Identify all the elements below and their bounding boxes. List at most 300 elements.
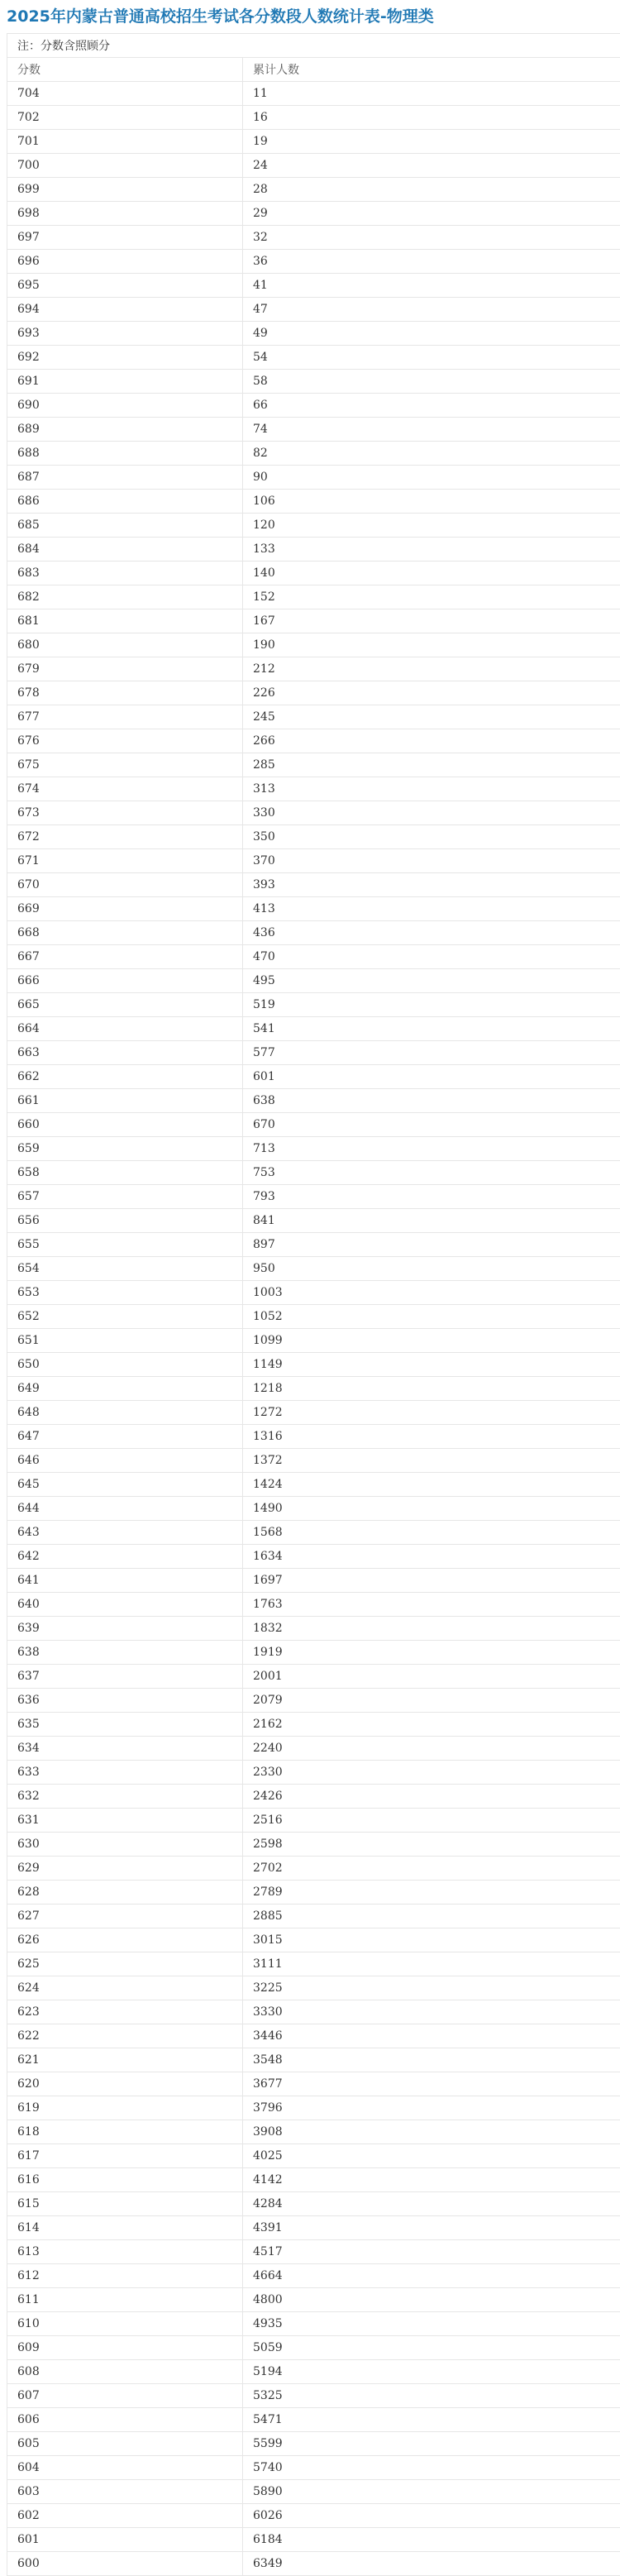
- table-row: [7, 1881, 620, 1905]
- score-cell: 629: [7, 1857, 243, 1881]
- table-row: [7, 2048, 620, 2072]
- cumulative-count-cell: 330: [243, 801, 620, 825]
- score-cell: 655: [7, 1233, 243, 1257]
- table-row: [7, 825, 620, 849]
- table-row: [7, 633, 620, 657]
- score-cell: 697: [7, 226, 243, 250]
- score-cell: 639: [7, 1617, 243, 1641]
- cumulative-count-cell: 3548: [243, 2048, 620, 2072]
- page-title: 2025年内蒙古普通高校招生考试各分数段人数统计表-物理类: [0, 0, 620, 33]
- score-cell: 696: [7, 250, 243, 274]
- score-cell: 702: [7, 106, 243, 130]
- score-cell: 611: [7, 2288, 243, 2312]
- cumulative-count-cell: 47: [243, 298, 620, 322]
- cumulative-count-cell: 897: [243, 1233, 620, 1257]
- cumulative-count-cell: 393: [243, 873, 620, 897]
- table-row: [7, 1809, 620, 1833]
- cumulative-count-cell: 226: [243, 681, 620, 705]
- cumulative-count-cell: 6349: [243, 2552, 620, 2576]
- score-cell: 640: [7, 1593, 243, 1617]
- cumulative-count-cell: 753: [243, 1161, 620, 1185]
- cumulative-count-cell: 2516: [243, 1809, 620, 1833]
- score-cell: 694: [7, 298, 243, 322]
- score-cell: 617: [7, 2144, 243, 2168]
- cumulative-count-cell: 1832: [243, 1617, 620, 1641]
- score-cell: 603: [7, 2480, 243, 2504]
- score-cell: 619: [7, 2096, 243, 2120]
- cumulative-count-cell: 28: [243, 178, 620, 202]
- table-row: [7, 202, 620, 226]
- table-row: [7, 106, 620, 130]
- score-table: [7, 33, 620, 2576]
- cumulative-count-cell: 5599: [243, 2432, 620, 2456]
- cumulative-count-cell: 950: [243, 1257, 620, 1281]
- score-cell: 623: [7, 2000, 243, 2024]
- score-cell: 686: [7, 490, 243, 514]
- table-row: [7, 1281, 620, 1305]
- table-row: [7, 1353, 620, 1377]
- table-row: [7, 1161, 620, 1185]
- cumulative-count-cell: 41: [243, 274, 620, 298]
- cumulative-count-cell: 2001: [243, 1665, 620, 1689]
- cumulative-count-cell: 3446: [243, 2024, 620, 2048]
- cumulative-count-cell: 54: [243, 346, 620, 370]
- score-cell: 625: [7, 1952, 243, 1976]
- score-cell: 657: [7, 1185, 243, 1209]
- cumulative-count-cell: 82: [243, 442, 620, 466]
- table-row: [7, 2264, 620, 2288]
- table-row: [7, 442, 620, 466]
- score-cell: 683: [7, 562, 243, 585]
- score-cell: 691: [7, 370, 243, 394]
- cumulative-count-cell: 5059: [243, 2336, 620, 2360]
- cumulative-count-cell: 793: [243, 1185, 620, 1209]
- cumulative-count-cell: 1490: [243, 1497, 620, 1521]
- table-row: [7, 2552, 620, 2576]
- table-row: [7, 1857, 620, 1881]
- cumulative-count-cell: 1568: [243, 1521, 620, 1545]
- cumulative-count-cell: 436: [243, 921, 620, 945]
- score-cell: 685: [7, 514, 243, 538]
- table-row: [7, 2000, 620, 2024]
- score-cell: 609: [7, 2336, 243, 2360]
- score-cell: 678: [7, 681, 243, 705]
- table-row: [7, 2312, 620, 2336]
- cumulative-count-cell: 5471: [243, 2408, 620, 2432]
- score-cell: 626: [7, 1928, 243, 1952]
- score-cell: 659: [7, 1137, 243, 1161]
- cumulative-count-cell: 2598: [243, 1833, 620, 1857]
- score-cell: 695: [7, 274, 243, 298]
- score-cell: 621: [7, 2048, 243, 2072]
- score-cell: 677: [7, 705, 243, 729]
- cumulative-count-cell: 4025: [243, 2144, 620, 2168]
- table-row: [7, 777, 620, 801]
- score-cell: 632: [7, 1785, 243, 1809]
- score-cell: 672: [7, 825, 243, 849]
- table-row: [7, 490, 620, 514]
- score-cell: 643: [7, 1521, 243, 1545]
- table-row: [7, 1209, 620, 1233]
- cumulative-count-cell: 3225: [243, 1976, 620, 2000]
- table-row: [7, 1545, 620, 1569]
- score-cell: 680: [7, 633, 243, 657]
- cumulative-count-cell: 413: [243, 897, 620, 921]
- cumulative-count-cell: 266: [243, 729, 620, 753]
- table-row: [7, 370, 620, 394]
- table-row: [7, 585, 620, 609]
- score-cell: 614: [7, 2216, 243, 2240]
- score-cell: 699: [7, 178, 243, 202]
- score-cell: 671: [7, 849, 243, 873]
- cumulative-count-cell: 2426: [243, 1785, 620, 1809]
- cumulative-count-cell: 4517: [243, 2240, 620, 2264]
- score-cell: 622: [7, 2024, 243, 2048]
- score-cell: 668: [7, 921, 243, 945]
- table-row: [7, 1617, 620, 1641]
- table-row: [7, 753, 620, 777]
- score-cell: 607: [7, 2384, 243, 2408]
- cumulative-count-cell: 49: [243, 322, 620, 346]
- score-cell: 681: [7, 609, 243, 633]
- table-row: [7, 993, 620, 1017]
- table-row: [7, 2336, 620, 2360]
- cumulative-count-cell: 133: [243, 538, 620, 562]
- table-row: [7, 274, 620, 298]
- cumulative-count-cell: 106: [243, 490, 620, 514]
- score-cell: 624: [7, 1976, 243, 2000]
- table-row: [7, 322, 620, 346]
- table-row: [7, 2384, 620, 2408]
- table-row: [7, 1185, 620, 1209]
- score-cell: 653: [7, 1281, 243, 1305]
- cumulative-count-cell: 1919: [243, 1641, 620, 1665]
- table-row: [7, 921, 620, 945]
- cumulative-count-cell: 2702: [243, 1857, 620, 1881]
- table-row: [7, 657, 620, 681]
- table-row: [7, 2240, 620, 2264]
- score-cell: 656: [7, 1209, 243, 1233]
- cumulative-count-cell: 1763: [243, 1593, 620, 1617]
- score-cell: 602: [7, 2504, 243, 2528]
- table-row: [7, 1425, 620, 1449]
- cumulative-count-cell: 5740: [243, 2456, 620, 2480]
- header-row: [7, 58, 620, 82]
- score-cell: 647: [7, 1425, 243, 1449]
- score-cell: 674: [7, 777, 243, 801]
- cumulative-count-cell: 4664: [243, 2264, 620, 2288]
- score-cell: 628: [7, 1881, 243, 1905]
- table-row: [7, 1761, 620, 1785]
- table-row: [7, 130, 620, 154]
- cumulative-count-cell: 1697: [243, 1569, 620, 1593]
- cumulative-count-cell: 601: [243, 1065, 620, 1089]
- table-row: [7, 1569, 620, 1593]
- table-row: [7, 1689, 620, 1713]
- cumulative-count-cell: 16: [243, 106, 620, 130]
- cumulative-count-cell: 577: [243, 1041, 620, 1065]
- score-cell: 638: [7, 1641, 243, 1665]
- score-cell: 633: [7, 1761, 243, 1785]
- cumulative-count-cell: 2162: [243, 1713, 620, 1737]
- table-row: [7, 1833, 620, 1857]
- score-cell: 662: [7, 1065, 243, 1089]
- cumulative-count-cell: 5194: [243, 2360, 620, 2384]
- cumulative-count-cell: 90: [243, 466, 620, 490]
- table-row: [7, 154, 620, 178]
- score-cell: 613: [7, 2240, 243, 2264]
- cumulative-count-cell: 519: [243, 993, 620, 1017]
- table-row: [7, 82, 620, 106]
- table-row: [7, 729, 620, 753]
- table-row: [7, 1305, 620, 1329]
- score-cell: 666: [7, 969, 243, 993]
- cumulative-count-cell: 24: [243, 154, 620, 178]
- table-row: [7, 2216, 620, 2240]
- cumulative-count-cell: 32: [243, 226, 620, 250]
- cumulative-count-cell: 841: [243, 1209, 620, 1233]
- cumulative-count-cell: 29: [243, 202, 620, 226]
- table-row: [7, 1952, 620, 1976]
- cumulative-count-cell: 4142: [243, 2168, 620, 2192]
- cumulative-count-cell: 120: [243, 514, 620, 538]
- cumulative-count-cell: 670: [243, 1113, 620, 1137]
- score-cell: 649: [7, 1377, 243, 1401]
- table-row: [7, 1377, 620, 1401]
- score-cell: 644: [7, 1497, 243, 1521]
- cumulative-count-cell: 58: [243, 370, 620, 394]
- cumulative-count-cell: 2885: [243, 1905, 620, 1928]
- score-cell: 669: [7, 897, 243, 921]
- cumulative-count-cell: 3015: [243, 1928, 620, 1952]
- cumulative-count-cell: 66: [243, 394, 620, 418]
- cumulative-count-cell: 370: [243, 849, 620, 873]
- table-row: [7, 1665, 620, 1689]
- cumulative-count-cell: 3677: [243, 2072, 620, 2096]
- cumulative-count-cell: 470: [243, 945, 620, 969]
- score-cell: 667: [7, 945, 243, 969]
- cumulative-count-cell: 1634: [243, 1545, 620, 1569]
- score-cell: 642: [7, 1545, 243, 1569]
- table-row: [7, 609, 620, 633]
- score-cell: 698: [7, 202, 243, 226]
- score-cell: 606: [7, 2408, 243, 2432]
- cumulative-count-cell: 4935: [243, 2312, 620, 2336]
- table-row: [7, 2360, 620, 2384]
- score-cell: 661: [7, 1089, 243, 1113]
- table-row: [7, 1113, 620, 1137]
- note-text: 注：分数含照顾分: [7, 34, 620, 58]
- cumulative-count-cell: 6026: [243, 2504, 620, 2528]
- cumulative-count-cell: 2789: [243, 1881, 620, 1905]
- score-cell: 675: [7, 753, 243, 777]
- table-row: [7, 2480, 620, 2504]
- score-cell: 665: [7, 993, 243, 1017]
- table-row: [7, 2120, 620, 2144]
- cumulative-count-cell: 1272: [243, 1401, 620, 1425]
- cumulative-count-cell: 1218: [243, 1377, 620, 1401]
- score-cell: 637: [7, 1665, 243, 1689]
- header-cumulative: 累计人数: [243, 58, 620, 82]
- score-cell: 673: [7, 801, 243, 825]
- score-cell: 687: [7, 466, 243, 490]
- cumulative-count-cell: 11: [243, 82, 620, 106]
- score-cell: 679: [7, 657, 243, 681]
- score-cell: 631: [7, 1809, 243, 1833]
- score-cell: 664: [7, 1017, 243, 1041]
- table-row: [7, 250, 620, 274]
- table-row: [7, 2456, 620, 2480]
- cumulative-count-cell: 6184: [243, 2528, 620, 2552]
- cumulative-count-cell: 5325: [243, 2384, 620, 2408]
- cumulative-count-cell: 74: [243, 418, 620, 442]
- cumulative-count-cell: 4391: [243, 2216, 620, 2240]
- score-cell: 634: [7, 1737, 243, 1761]
- score-cell: 635: [7, 1713, 243, 1737]
- score-cell: 652: [7, 1305, 243, 1329]
- cumulative-count-cell: 5890: [243, 2480, 620, 2504]
- table-row: [7, 1017, 620, 1041]
- table-row: [7, 1089, 620, 1113]
- cumulative-count-cell: 3796: [243, 2096, 620, 2120]
- cumulative-count-cell: 245: [243, 705, 620, 729]
- score-cell: 651: [7, 1329, 243, 1353]
- cumulative-count-cell: 1316: [243, 1425, 620, 1449]
- score-cell: 645: [7, 1473, 243, 1497]
- table-row: [7, 2096, 620, 2120]
- score-cell: 601: [7, 2528, 243, 2552]
- score-cell: 618: [7, 2120, 243, 2144]
- table-row: [7, 1521, 620, 1545]
- table-row: [7, 969, 620, 993]
- table-row: [7, 801, 620, 825]
- table-row: [7, 705, 620, 729]
- cumulative-count-cell: 350: [243, 825, 620, 849]
- table-row: [7, 178, 620, 202]
- score-cell: 684: [7, 538, 243, 562]
- table-row: [7, 346, 620, 370]
- score-cell: 663: [7, 1041, 243, 1065]
- score-cell: 690: [7, 394, 243, 418]
- table-row: [7, 1041, 620, 1065]
- cumulative-count-cell: 2330: [243, 1761, 620, 1785]
- score-cell: 630: [7, 1833, 243, 1857]
- table-row: [7, 2192, 620, 2216]
- score-cell: 604: [7, 2456, 243, 2480]
- cumulative-count-cell: 1372: [243, 1449, 620, 1473]
- score-cell: 704: [7, 82, 243, 106]
- table-row: [7, 2288, 620, 2312]
- cumulative-count-cell: 2240: [243, 1737, 620, 1761]
- note-row: [7, 34, 620, 58]
- score-cell: 612: [7, 2264, 243, 2288]
- table-row: [7, 2024, 620, 2048]
- cumulative-count-cell: 36: [243, 250, 620, 274]
- score-cell: 658: [7, 1161, 243, 1185]
- table-row: [7, 394, 620, 418]
- score-cell: 615: [7, 2192, 243, 2216]
- table-row: [7, 1785, 620, 1809]
- score-cell: 616: [7, 2168, 243, 2192]
- cumulative-count-cell: 1099: [243, 1329, 620, 1353]
- cumulative-count-cell: 4800: [243, 2288, 620, 2312]
- table-row: [7, 2168, 620, 2192]
- score-cell: 682: [7, 585, 243, 609]
- table-row: [7, 514, 620, 538]
- table-row: [7, 2504, 620, 2528]
- table-row: [7, 418, 620, 442]
- table-row: [7, 2144, 620, 2168]
- score-cell: 646: [7, 1449, 243, 1473]
- score-cell: 693: [7, 322, 243, 346]
- table-row: [7, 1137, 620, 1161]
- cumulative-count-cell: 3330: [243, 2000, 620, 2024]
- cumulative-count-cell: 638: [243, 1089, 620, 1113]
- score-cell: 608: [7, 2360, 243, 2384]
- table-row: [7, 1257, 620, 1281]
- table-row: [7, 1905, 620, 1928]
- score-cell: 700: [7, 154, 243, 178]
- score-cell: 605: [7, 2432, 243, 2456]
- table-row: [7, 1233, 620, 1257]
- score-cell: 654: [7, 1257, 243, 1281]
- cumulative-count-cell: 1052: [243, 1305, 620, 1329]
- score-cell: 627: [7, 1905, 243, 1928]
- score-table-body: [7, 34, 620, 2576]
- score-cell: 600: [7, 2552, 243, 2576]
- table-row: [7, 1497, 620, 1521]
- cumulative-count-cell: 152: [243, 585, 620, 609]
- score-cell: 689: [7, 418, 243, 442]
- cumulative-count-cell: 4284: [243, 2192, 620, 2216]
- cumulative-count-cell: 2079: [243, 1689, 620, 1713]
- table-row: [7, 849, 620, 873]
- table-row: [7, 562, 620, 585]
- cumulative-count-cell: 495: [243, 969, 620, 993]
- cumulative-count-cell: 713: [243, 1137, 620, 1161]
- cumulative-count-cell: 313: [243, 777, 620, 801]
- cumulative-count-cell: 167: [243, 609, 620, 633]
- table-row: [7, 2528, 620, 2552]
- table-row: [7, 1401, 620, 1425]
- table-row: [7, 897, 620, 921]
- table-row: [7, 2072, 620, 2096]
- table-row: [7, 538, 620, 562]
- score-cell: 676: [7, 729, 243, 753]
- table-row: [7, 1713, 620, 1737]
- cumulative-count-cell: 285: [243, 753, 620, 777]
- table-row: [7, 298, 620, 322]
- table-row: [7, 466, 620, 490]
- cumulative-count-cell: 190: [243, 633, 620, 657]
- header-score: 分数: [7, 58, 243, 82]
- cumulative-count-cell: 1149: [243, 1353, 620, 1377]
- cumulative-count-cell: 541: [243, 1017, 620, 1041]
- table-row: [7, 2408, 620, 2432]
- cumulative-count-cell: 3111: [243, 1952, 620, 1976]
- score-cell: 641: [7, 1569, 243, 1593]
- cumulative-count-cell: 1424: [243, 1473, 620, 1497]
- table-row: [7, 1473, 620, 1497]
- score-cell: 620: [7, 2072, 243, 2096]
- cumulative-count-cell: 1003: [243, 1281, 620, 1305]
- score-cell: 701: [7, 130, 243, 154]
- table-row: [7, 1593, 620, 1617]
- table-row: [7, 2432, 620, 2456]
- table-row: [7, 873, 620, 897]
- table-row: [7, 1976, 620, 2000]
- score-cell: 660: [7, 1113, 243, 1137]
